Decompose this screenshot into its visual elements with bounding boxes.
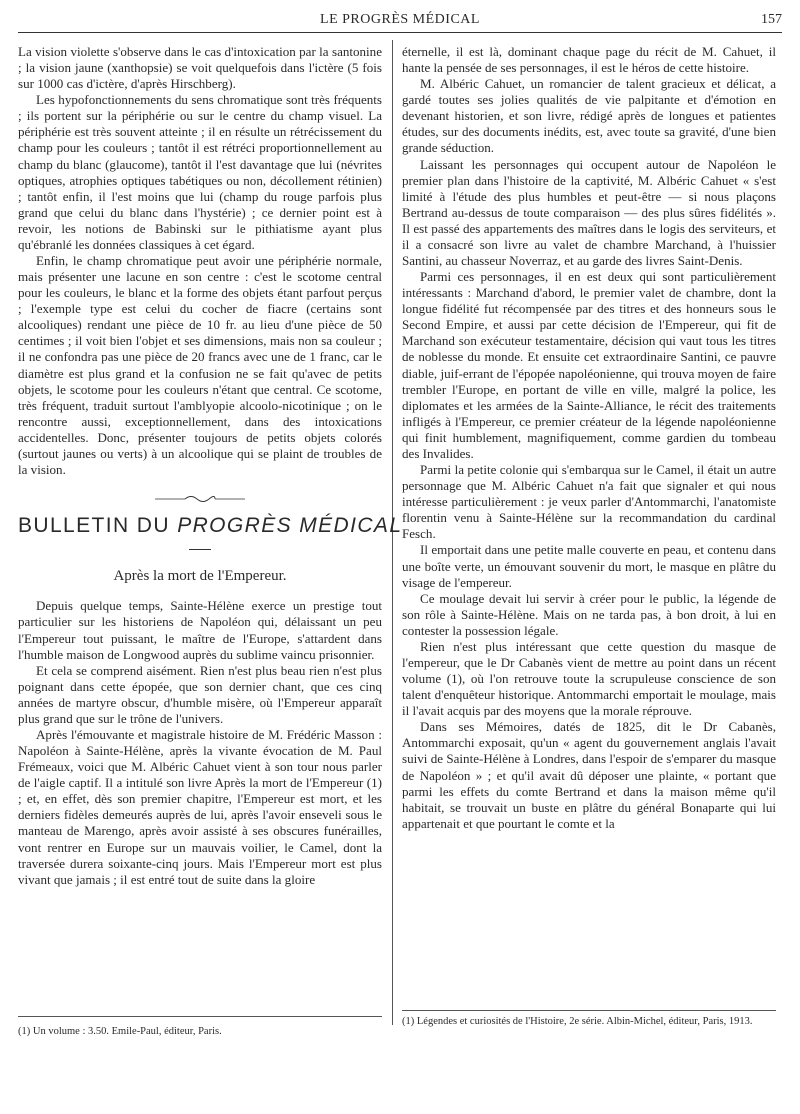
- left-column: [18, 44, 403, 888]
- ornament-divider: [18, 492, 382, 504]
- footnote-rule: [402, 1010, 776, 1011]
- footnote-right: (1) Légendes et curiosités de l'Histoire, 2e série. Albin-Michel, éditeur, Paris, 1913.: [402, 1016, 753, 1027]
- journal-title: LE PROGRÈS MÉDICAL: [320, 12, 480, 27]
- bulletin-heading-italic: PROGRÈS MÉDICAL: [177, 514, 403, 538]
- footnote-rule: [18, 1016, 382, 1017]
- paragraph: Rien n'est plus intéressant que cette question du masque de l'empereur, que le Dr Cabanès vient de mettre au point dans un récent volume (1), où l'on retrouve toute la scrupuleuse conscience de son talent d'enquêteur historique. Antommarchi emportait le moulage, mais il l'avait acquis par des moyens que la morale réprouve.: [402, 638, 776, 719]
- paragraph: Les hypofonctionnements du sens chromatique sont très fréquents ; ils portent sur la périphérie ou sur le centre du champ visuel. La périphérie est très souvent atteinte ; il en résulte un rétrécissement du champ pour les couleurs ; tantôt il est rétréci proportionnellement au champ du blanc (glaucome), tantôt il l'est davantage que lui (névrites optiques, atrophies optiques tabétiques ou non, décollement rétinien) ; tantôt enfin, il l'est moins que lui (champ du rouge parfois plus grand que celui du blanc dans l'hystérie) ; ce dernier point est à revoir, les notions de Babinski sur le pithiatisme ayant plus qu'ébranlé les données classiques à cet égard.: [18, 92, 382, 252]
- paragraph: Laissant les personnages qui occupent autour de Napoléon le premier plan dans l'histoire de la captivité, M. Albéric Cahuet « s'est limité à l'étude des plus humbles et peut-être — si nous plaçons Bertrand au-dessus de toute comparaison — des plus sûres fidélités ». Il est passé des appartements des maîtres dans le logis des serviteurs, et il a consacré son livre au valet de chambre Marchand, à l'huissier Santini, au chasseur Noverraz, et au garde des livres Saint-Denis.: [402, 156, 776, 269]
- flourish-icon: [155, 494, 245, 504]
- paragraph: Ce moulage devait lui servir à créer pour le public, la légende de son rôle à Sainte-Hélène. Mais on ne tarda pas, à bon droit, à lui en contester la possession légale.: [402, 590, 776, 638]
- article-paragraph: Après l'émouvante et magistrale histoire de M. Frédéric Masson : Napoléon à Sainte-Hélène, après la vivante évocation de M. Paul Frémeaux, voici que M. Albéric Cahuet vient à son tour nous parler de l'aigle captif. Il a intitulé son livre Après la mort de l'Empereur (1) ; et, en effet, dès son premier chapitre, l'Empereur est mort, et les derniers fidèles demeurés auprès de lui, après l'avoir enseveli sous le manteau de Marengo, après avoir assisté à ses obscures funérailles, vont rentrer en Europe sur un mauvais voilier, le Camel, dont la traversée durera soixante-cinq jours. Mais l'Empereur mort est plus vivant que jamais ; il est entré tout de suite dans la gloire: [18, 726, 382, 887]
- paragraph: La vision violette s'observe dans le cas d'intoxication par la santonine ; la vision jaune (xanthopsie) se voit quelquefois dans l'ictère (5 fois sur 1000 cas d'ictère, d'après Hirschberg).: [18, 44, 382, 92]
- bulletin-heading-part: BULLETIN DU: [18, 514, 170, 538]
- paragraph: éternelle, il est là, dominant chaque page du récit de M. Cahuet, il hante la pensée de ses personnages, il est le héros de cette histoire.: [402, 44, 776, 76]
- right-column: [402, 44, 776, 832]
- paragraph: Parmi la petite colonie qui s'embarqua sur le Camel, il était un autre personnage que M. Albéric Cahuet n'a fait que signaler et qui nous intéresse particulièrement : je veux parler d'Antommarchi, l'anatomiste florentin venu à Sainte-Hélène sur la recommandation du cardinal Fesch.: [402, 462, 776, 542]
- paragraph: Dans ses Mémoires, datés de 1825, dit le Dr Cabanès, Antommarchi exposait, qu'un « agent du gouvernement anglais l'avait suivi de Sainte-Hélène à Londres, dans l'espoir de s'emparer du masque de Napoléon » ; et qu'il avait dû déposer une plainte, « portant que parmi les effets du comte Bertrand et dans la maison même qu'il habitait, se trouvait un buste en plâtre du général Bonaparte qui lui appartenait et que pourtant le comte et la: [402, 719, 776, 831]
- article-paragraph: Et cela se comprend aisément. Rien n'est plus beau rien n'est plus poignant dans cette épopée, que son dernier chant, que ces cinq années de martyre obscur, d'humble misère, où l'Empereur apparaît plus grand que sur le trône de l'univers.: [18, 662, 382, 726]
- short-rule: [18, 538, 382, 554]
- footnote-left: (1) Un volume : 3.50. Emile-Paul, éditeur, Paris.: [18, 1026, 222, 1037]
- paragraph: Enfin, le champ chromatique peut avoir une périphérie normale, mais présenter une lacune en son centre : c'est le scotome central pour les couleurs, le blanc et la forme des objets étant parfout perçus ; l'exemple type est celui du cocher de fiacre (certains sont alcooliques) rendant une pièce de 10 fr. au lieu d'une pièce de 50 centimes ; il voit bien l'objet et ses dimensions, mais non sa couleur ; il ne confondra pas une pièce de 20 francs avec une de 1 franc, car le diamètre est plus grand et la confusion ne se fait qu'avec de petits objets, le scotome pour les couleurs n'étant que central. Ce scotome, très fréquent, traduit surtout l'amblyopie alcoolo-nicotinique ; on le rencontre aussi, exceptionnellement, dans des intoxications accidentelles. Donc, présenter toujours de petits objets colorés (surtout jaunes ou verts) à un alcoolique qui se plaint de troubles de la vision.: [18, 253, 382, 478]
- article-paragraph: Depuis quelque temps, Sainte-Hélène exerce un prestige tout particulier sur les historiens de Napoléon qui, délaissant un peu l'Empereur tout puissant, le maître de l'Europe, s'attardent dans l'humble maison de Longwood auprès du sublime vaincu prisonnier.: [18, 598, 382, 662]
- paragraph: Il emportait dans une petite malle couverte en peau, et contenu dans une boîte verte, un émouvant souvenir du mort, le masque en plâtre du visage de l'empereur.: [402, 542, 776, 590]
- page-number: 157: [761, 12, 782, 27]
- bulletin-heading: [18, 514, 403, 538]
- paragraph: M. Albéric Cahuet, un romancier de talent gracieux et délicat, a gardé toutes ses jolies qualités de vie palpitante et d'émotion en devenant historien, et son livre, rédigé après de longues et patientes études, sur des documents inédits, est, avec toute sa gravité, d'une bien grande séduction.: [402, 76, 776, 156]
- paragraph: Parmi ces personnages, il en est deux qui sont particulièrement intéressants : Marchand d'abord, le premier valet de chambre, dont la longue fidélité fut récompensée par des titres et des honneurs sous le Second Empire, et aussi par cette décision de l'Empereur, qui fit de Marchand son exécuteur testamentaire, décision qui vaut tous les titres de noblesse du monde. Et ensuite cet extraordinaire Santini, ce pauvre diable, juif-errant de l'épopée napoléonienne, qui trouva moyen de faire trembler l'Europe, en portant de ville en ville, malgré la police, les diplomates et les armées de la Sainte-Alliance, le récit des traitements infligés à l'Empereur, ce premier créateur de la légende napoléonienne qui finit humblement, magnifiquement, comme gardien du tombeau des Invalides.: [402, 269, 776, 461]
- article-title: Après la mort de l'Empereur.: [113, 568, 287, 585]
- running-header: [18, 10, 782, 33]
